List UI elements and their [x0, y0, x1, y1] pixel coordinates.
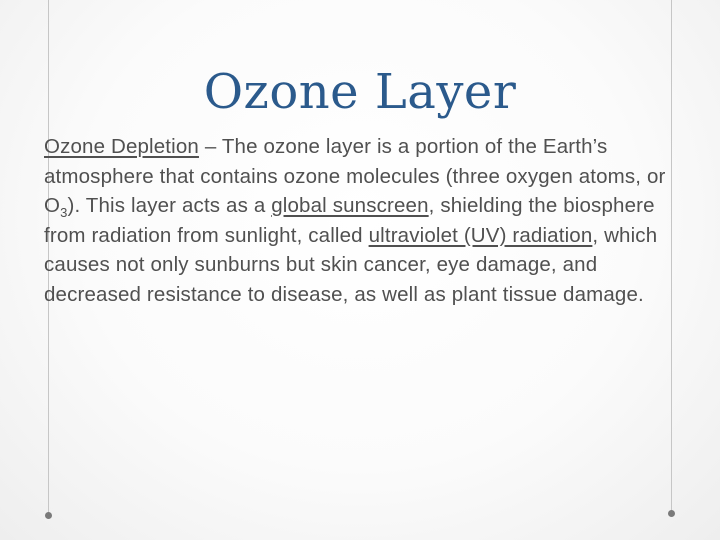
body-text-2: ). This layer acts as a [67, 194, 272, 217]
frame-dot-left [45, 512, 52, 519]
term-uv-radiation: ultraviolet (UV) radiation [368, 223, 593, 247]
subscript-3: 3 [60, 205, 68, 221]
frame-dot-right [668, 510, 675, 517]
body-text-3: , shielding the biosphere from radiation from sunlight, called [44, 194, 655, 247]
slide-body [44, 132, 689, 309]
body-text-1: – The ozone layer is a portion of the Earth’s atmosphere that contains ozone molecules (three oxygen atoms, or O [44, 135, 666, 217]
term-ozone-depletion: Ozone Depletion [44, 135, 199, 158]
slide-title: Ozone Layer [203, 64, 517, 120]
term-global-sunscreen: global sunscreen [271, 194, 429, 217]
body-text-4: , which causes not only sunburns but skin cancer, eye damage, and decreased resistance to disease, as well as plant tissue damage. [44, 223, 658, 306]
